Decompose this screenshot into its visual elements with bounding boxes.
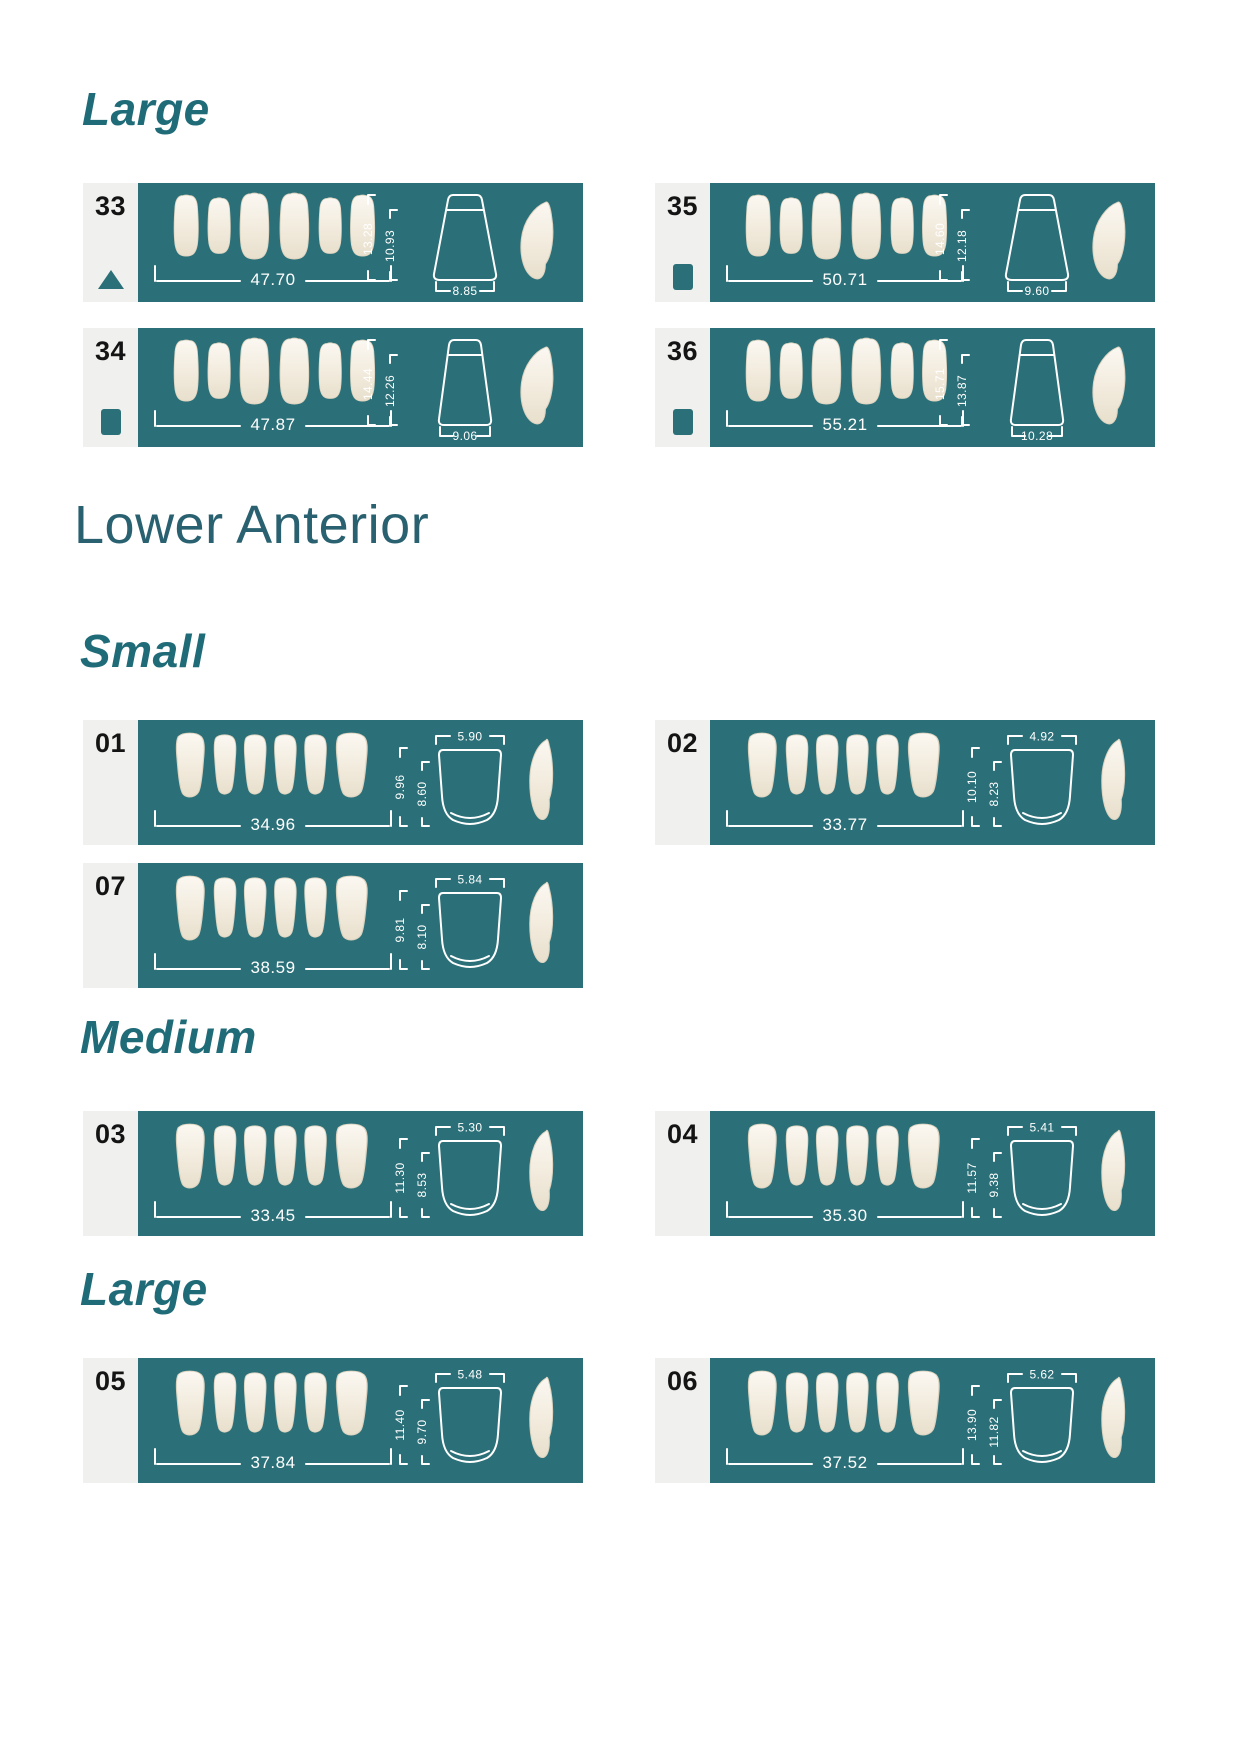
tooth-height-inner-value: 12.26 [383, 374, 397, 408]
arch-width-value: 34.96 [250, 815, 296, 834]
arch-width-dimension [726, 265, 964, 289]
mould-number: 05 [94, 1366, 127, 1396]
tooth-height-outer-value: 11.40 [393, 1409, 407, 1441]
card-body [138, 183, 583, 302]
side-tooth-photo [513, 342, 559, 430]
tooth-height-inner-value: 9.70 [415, 1419, 429, 1445]
tooth-width-value: 5.30 [457, 1120, 483, 1135]
arch-width-value: 35.30 [822, 1206, 868, 1225]
tooth-height-outer-value: 15.71 [933, 367, 947, 401]
card-body [138, 1358, 583, 1483]
arch-width-dimension [726, 810, 964, 834]
teeth-photo [168, 1366, 380, 1438]
dimension-line [156, 968, 241, 970]
mould-card-03 [83, 1111, 583, 1236]
tooth-spec-diagram [962, 1358, 1087, 1483]
teeth-photo [168, 188, 380, 264]
side-tooth-photo [1092, 736, 1134, 824]
dimension-line [728, 1463, 813, 1465]
tooth-height-outer-value: 9.81 [393, 917, 407, 943]
tooth-spec-diagram [930, 183, 1080, 302]
mould-card-33 [83, 183, 583, 302]
tooth-height-inner-value: 12.18 [955, 229, 969, 263]
section-heading-small: Small [80, 625, 206, 677]
card-body [710, 328, 1155, 447]
mould-number: 02 [666, 728, 699, 758]
mould-label-column [83, 1111, 138, 1236]
mould-number: 33 [94, 191, 127, 221]
triangle-indicator-icon [98, 270, 124, 289]
tooth-spec-diagram [390, 863, 515, 988]
tooth-spec-diagram [390, 720, 515, 845]
tooth-height-inner-value: 8.10 [415, 924, 429, 950]
side-tooth-photo [1085, 197, 1131, 285]
teeth-photo [740, 333, 952, 409]
card-body [138, 720, 583, 845]
arch-width-value: 33.45 [250, 1206, 296, 1225]
tooth-height-inner-value: 8.23 [987, 781, 1001, 807]
arch-width-value: 37.52 [822, 1453, 868, 1472]
mould-card-06 [655, 1358, 1155, 1483]
tooth-height-inner-value: 11.82 [987, 1416, 1001, 1448]
mould-label-column [655, 1111, 710, 1236]
tooth-height-outer-value: 10.10 [965, 770, 979, 804]
tooth-width-value: 10.28 [1020, 429, 1054, 443]
dimension-line [728, 1216, 813, 1218]
mould-number: 36 [666, 336, 699, 366]
card-body [138, 328, 583, 447]
arch-width-dimension [154, 1448, 392, 1472]
teeth-photo [740, 188, 952, 264]
mould-card-34 [83, 328, 583, 447]
card-body [710, 1111, 1155, 1236]
square-indicator-icon [673, 409, 693, 435]
tooth-spec-diagram [962, 1111, 1087, 1236]
tooth-height-outer-value: 14.60 [933, 222, 947, 256]
tooth-width-value: 5.41 [1029, 1120, 1055, 1135]
tooth-width-value: 5.48 [457, 1367, 483, 1382]
section-heading-large-lower: Large [80, 1263, 208, 1315]
side-tooth-photo [520, 736, 562, 824]
square-indicator-icon [673, 264, 693, 290]
mould-number: 04 [666, 1119, 699, 1149]
tooth-height-inner-value: 13.87 [955, 374, 969, 408]
dimension-line [305, 968, 390, 970]
side-tooth-photo [1085, 342, 1131, 430]
section-heading-large-upper: Large [82, 83, 210, 135]
card-body [710, 183, 1155, 302]
tooth-width-value: 5.90 [457, 729, 483, 744]
tooth-height-inner-value: 8.60 [415, 781, 429, 807]
mould-label-column [83, 863, 138, 988]
tooth-spec-diagram [962, 720, 1087, 845]
arch-width-value: 37.84 [250, 1453, 296, 1472]
mould-card-02 [655, 720, 1155, 845]
teeth-photo [168, 333, 380, 409]
mould-card-05 [83, 1358, 583, 1483]
mould-label-column [655, 720, 710, 845]
mould-card-01 [83, 720, 583, 845]
arch-width-dimension [154, 265, 392, 289]
dimension-line [877, 825, 962, 827]
mould-number: 35 [666, 191, 699, 221]
mould-card-36 [655, 328, 1155, 447]
arch-width-dimension [154, 1201, 392, 1225]
dimension-line [305, 1463, 390, 1465]
side-tooth-photo [513, 197, 559, 285]
arch-width-dimension [726, 1201, 964, 1225]
tooth-height-outer-value: 13.28 [361, 222, 375, 256]
mould-label-column [83, 328, 138, 447]
mould-card-07 [83, 863, 583, 988]
teeth-photo [168, 1119, 380, 1191]
arch-width-dimension [154, 810, 392, 834]
dimension-line [156, 825, 241, 827]
mould-label-column [655, 183, 710, 302]
mould-card-04 [655, 1111, 1155, 1236]
side-tooth-photo [520, 879, 562, 967]
card-body [138, 1111, 583, 1236]
dimension-line [305, 1216, 390, 1218]
dimension-line [877, 1216, 962, 1218]
section-heading-medium: Medium [80, 1011, 257, 1063]
arch-width-dimension [726, 410, 964, 434]
tooth-width-value: 4.92 [1029, 729, 1055, 744]
arch-width-value: 55.21 [822, 415, 868, 434]
tooth-height-outer-value: 14.44 [361, 367, 375, 401]
tooth-width-value: 8.85 [452, 284, 478, 298]
tooth-spec-diagram [390, 1358, 515, 1483]
side-tooth-photo [1092, 1127, 1134, 1215]
dimension-line [156, 1216, 241, 1218]
tooth-spec-diagram [930, 328, 1080, 447]
card-body [710, 720, 1155, 845]
mould-number: 03 [94, 1119, 127, 1149]
tooth-height-outer-value: 11.30 [393, 1162, 407, 1194]
dimension-line [728, 825, 813, 827]
tooth-height-outer-value: 13.90 [965, 1408, 979, 1442]
dimension-line [156, 425, 241, 427]
teeth-photo [740, 728, 952, 800]
side-tooth-photo [520, 1374, 562, 1462]
arch-width-dimension [154, 410, 392, 434]
tooth-width-value: 5.84 [457, 872, 483, 887]
teeth-photo [740, 1119, 952, 1191]
mould-number: 34 [94, 336, 127, 366]
arch-width-dimension [154, 953, 392, 977]
arch-width-value: 33.77 [822, 815, 868, 834]
card-body [138, 863, 583, 988]
teeth-photo [168, 871, 380, 943]
tooth-height-inner-value: 8.53 [415, 1172, 429, 1198]
tooth-height-outer-value: 9.96 [393, 774, 407, 800]
mould-label-column [655, 328, 710, 447]
mould-number: 01 [94, 728, 127, 758]
arch-width-value: 38.59 [250, 958, 296, 977]
arch-width-value: 47.70 [250, 270, 296, 289]
mould-label-column [83, 183, 138, 302]
teeth-photo [740, 1366, 952, 1438]
tooth-width-value: 9.60 [1024, 284, 1050, 298]
tooth-height-outer-value: 11.57 [965, 1162, 979, 1194]
tooth-spec-diagram [358, 183, 508, 302]
square-indicator-icon [101, 409, 121, 435]
arch-width-value: 47.87 [250, 415, 296, 434]
tooth-height-inner-value: 10.93 [383, 229, 397, 263]
side-tooth-photo [1092, 1374, 1134, 1462]
mould-label-column [655, 1358, 710, 1483]
tooth-spec-diagram [390, 1111, 515, 1236]
dimension-line [728, 425, 813, 427]
teeth-photo [168, 728, 380, 800]
tooth-height-inner-value: 9.38 [987, 1172, 1001, 1198]
dimension-line [156, 280, 241, 282]
mould-label-column [83, 720, 138, 845]
arch-width-dimension [726, 1448, 964, 1472]
mould-card-35 [655, 183, 1155, 302]
dimension-line [305, 825, 390, 827]
mould-number: 07 [94, 871, 127, 901]
tooth-width-value: 9.06 [452, 429, 478, 443]
arch-width-value: 50.71 [822, 270, 868, 289]
side-tooth-photo [520, 1127, 562, 1215]
tooth-width-value: 5.62 [1029, 1367, 1055, 1382]
section-heading-lower-anterior: Lower Anterior [74, 495, 430, 555]
dimension-line [877, 1463, 962, 1465]
mould-label-column [83, 1358, 138, 1483]
card-body [710, 1358, 1155, 1483]
dimension-line [156, 1463, 241, 1465]
tooth-spec-diagram [358, 328, 508, 447]
mould-number: 06 [666, 1366, 699, 1396]
dimension-line [728, 280, 813, 282]
